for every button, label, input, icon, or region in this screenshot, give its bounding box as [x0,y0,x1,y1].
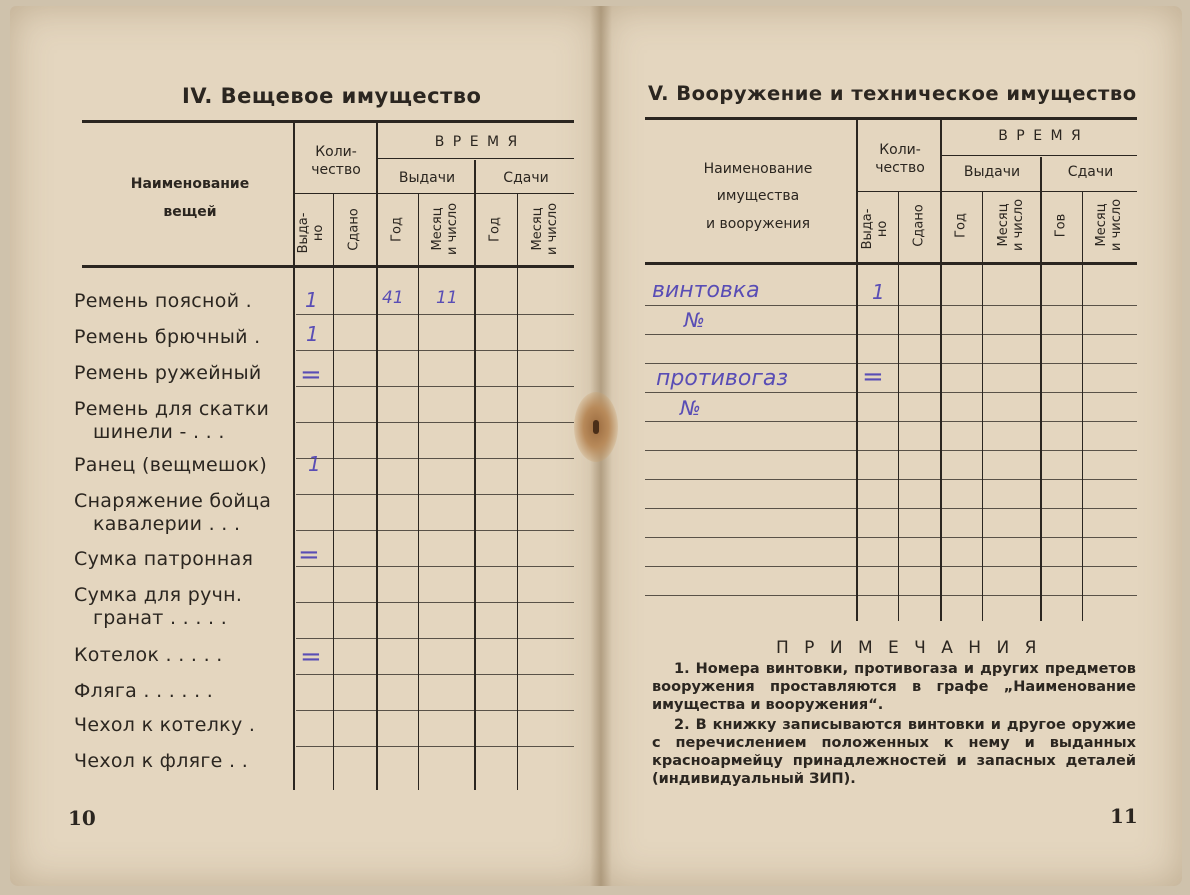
item-label: Фляга . . . . . . [74,680,214,702]
item-label: Чехол к фляге . . [74,750,249,772]
right-header-top-rule [645,117,1137,120]
right-time-rule [942,155,1137,156]
note-2: 2. В книжку записываются винтовки и другое оружие с перечислением положенных к нему и выданных красноармейцу принадлежностей и запасных деталей (индивидуальный ЗИП). [652,717,1136,787]
item-label: Ремень ружейный [74,362,262,384]
left-col-divider-4 [418,193,419,790]
left-page-number: 10 [68,806,96,830]
item-label: Котелок . . . . . [74,644,223,666]
left-row-rule [296,422,574,423]
right-row-rule [645,421,1137,422]
item-label: Сумка для ручн. гранат . . . . . [74,584,243,629]
right-header-month-day-2: Месяц и число [1094,198,1124,251]
left-header-year-2: Год [487,217,503,242]
right-header-time: В Р Е М Я [998,128,1083,144]
item-label: Ранец (вещмешок) [74,454,268,476]
item-label: Ремень поясной . [74,290,253,312]
left-row-rule [296,674,574,675]
left-header-month-day: Месяц и число [430,202,460,255]
left-header-issued: Выда- но [296,212,326,254]
left-col-divider-2 [333,193,334,790]
item-label: Сумка патронная [74,548,254,570]
left-row-rule [296,494,574,495]
left-header-name: Наименование вещей [130,176,250,220]
left-col-divider-5 [474,160,476,790]
left-header-issue: Выдачи [398,170,456,186]
left-row-rule [296,638,574,639]
rucksack-qty-mark: 1 [308,452,321,476]
item-label: Ремень брючный . [74,326,261,348]
right-col-divider-1 [856,119,858,621]
left-header-year: Год [389,217,405,242]
left-row-rule [296,314,574,315]
left-header-top-rule [82,120,574,123]
right-header-year: Год [953,213,969,238]
left-row-rule [296,602,574,603]
right-header-month-day: Месяц и число [996,198,1026,251]
right-col-divider-4 [982,191,983,621]
right-header-returned: Сдано [911,204,927,247]
notes-title: П Р И М Е Ч А Н И Я [776,638,1042,658]
left-header-month-day-2: Месяц и число [530,202,560,255]
right-header-year-2: Гов [1053,213,1069,238]
right-header-name: Наименование имущества и вооружения [703,161,813,232]
left-row-rule [296,530,574,531]
right-col-divider-5 [1040,157,1042,621]
right-row-rule [645,508,1137,509]
rifle-qty-mark: 1 [872,280,885,304]
right-row-rule [645,392,1137,393]
belt-month-mark: 11 [436,288,458,308]
rifle-belt-qty-mark: = [300,360,322,390]
left-header-returned: Сдано [346,208,362,251]
left-row-rule [296,458,574,459]
right-row-rule [645,566,1137,567]
second-item-number-mark: № [680,396,701,420]
trouser-belt-qty-mark: 1 [306,322,319,346]
note-1: 1. Номера винтовки, противогаза и других предметов вооружения проставляются в графе „Наименование имущества и вооружения“. [652,661,1136,713]
left-header-time: В Р Е М Я [434,134,520,150]
left-col-divider-1 [293,122,295,790]
right-col-divider-2 [898,191,899,621]
right-row-rule [645,363,1137,364]
left-row-rule [296,566,574,567]
second-item-name-mark: противогаз [656,366,789,391]
right-row-rule [645,479,1137,480]
left-col-divider-3 [376,122,378,790]
right-col-divider-6 [1082,191,1083,621]
right-page-title: V. Вооружение и техническое имущество [648,82,1137,105]
belt-year-mark: 41 [382,288,404,308]
item-label: Снаряжение бойца кавалерии . . . [74,490,272,535]
right-col-divider-3 [940,119,942,621]
right-row-rule [645,305,1137,306]
right-row-rule [645,595,1137,596]
cartridge-bag-qty-mark: = [298,540,320,570]
right-header-qty: Коли- чество [875,142,925,176]
stain-icon [574,392,618,462]
rifle-number-mark: № [684,308,705,332]
left-header-qty: Коли- чество [311,144,361,178]
right-header-issued: Выда- но [860,208,890,250]
item-label: Чехол к котелку . [74,714,256,736]
left-header-return: Сдачи [503,170,549,186]
right-header-issue: Выдачи [963,164,1021,180]
left-row-rule [296,386,574,387]
left-row-rule [296,710,574,711]
left-row-rule [296,746,574,747]
left-col-divider-6 [517,193,518,790]
kettle-qty-mark: = [300,642,322,672]
belt-qty-mark: 1 [305,288,318,312]
item-label: Ремень для скатки шинели - . . . [74,398,270,443]
rifle-name-mark: винтовка [652,278,760,303]
second-item-qty-mark: = [862,362,884,392]
right-header-return: Сдачи [1067,164,1114,180]
right-row-rule [645,450,1137,451]
right-row-rule [645,334,1137,335]
left-row-rule [296,350,574,351]
left-time-rule [378,158,574,159]
right-header-bottom-rule [645,262,1137,265]
right-row-rule [645,537,1137,538]
right-page-number: 11 [1110,804,1138,828]
left-page-title: IV. Вещевое имущество [182,84,482,108]
